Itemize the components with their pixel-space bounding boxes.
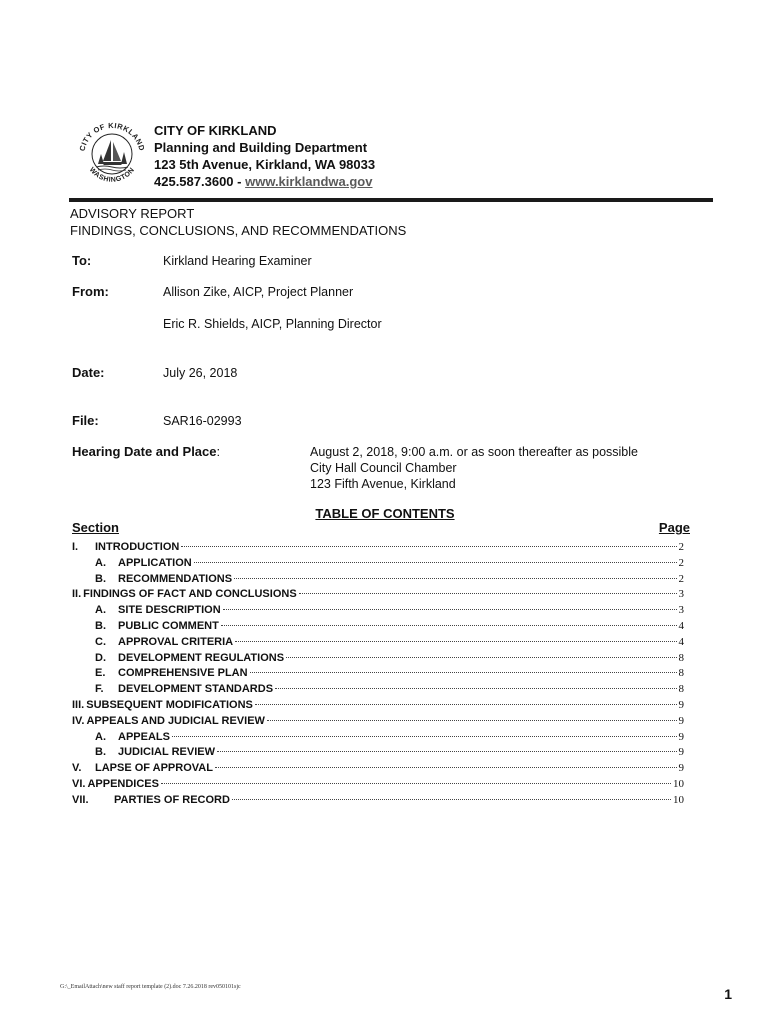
toc-leader-dots [234, 566, 676, 579]
toc-leader-dots [194, 550, 677, 563]
date-label: Date: [72, 365, 105, 380]
from-label: From: [72, 284, 109, 299]
toc-entry-number: I. [72, 541, 79, 553]
toc-entry-page: 2 [678, 541, 684, 553]
toc-entry-number: VI. [72, 778, 86, 790]
seal-top-text: CITY OF KIRKLAND [77, 120, 147, 153]
toc-entry-number: E. [95, 667, 106, 680]
hearing-datetime: August 2, 2018, 9:00 a.m. or as soon thereafter as possible [310, 445, 638, 459]
toc-entry-page: 4 [678, 620, 684, 632]
toc-entry-title: LAPSE OF APPROVAL [95, 762, 213, 775]
toc-entry-page: 9 [678, 730, 684, 743]
contact-line [154, 173, 372, 190]
to-value: Kirkland Hearing Examiner [163, 254, 312, 268]
toc-leader-dots [250, 660, 677, 673]
toc-entry-title: APPLICATION [118, 556, 192, 569]
toc-entry-title: PUBLIC COMMENT [118, 620, 219, 632]
toc-entry-title: PARTIES OF RECORD [114, 793, 230, 806]
toc-title: TABLE OF CONTENTS [315, 506, 455, 521]
toc-leader-dots [181, 534, 676, 547]
toc-entry[interactable] [72, 790, 684, 806]
toc-entry-title: APPROVAL CRITERIA [118, 635, 234, 648]
toc-leader-dots [286, 645, 676, 658]
toc-entry-number: VII. [72, 793, 89, 806]
hearing-colon: : [216, 444, 221, 459]
report-subtitle: FINDINGS, CONCLUSIONS, AND RECOMMENDATIONS [70, 223, 407, 238]
seal-bottom-text: WASHINGTON [87, 166, 137, 184]
toc-leader-dots [223, 597, 677, 610]
toc-page-header: Page [658, 520, 690, 535]
toc-entry-title: SITE DESCRIPTION [118, 604, 221, 617]
org-name: CITY OF KIRKLAND [154, 123, 277, 138]
toc-entry-title: DEVELOPMENT REGULATIONS [118, 651, 285, 664]
toc-entry-page: 9 [678, 714, 684, 727]
toc-entry-page: 3 [678, 588, 684, 601]
toc-entry-page: 9 [678, 746, 684, 759]
toc-entry-page: 4 [678, 635, 684, 648]
toc-entry-title: INTRODUCTION [95, 541, 180, 553]
toc-entry-number: B. [95, 620, 106, 632]
toc-entry-title: JUDICIAL REVIEW [118, 746, 215, 759]
toc-entry-page: 8 [678, 651, 684, 664]
toc-entry-title: COMPREHENSIVE PLAN [118, 667, 248, 680]
toc-leader-dots [217, 739, 677, 752]
hearing-location: City Hall Council Chamber [310, 461, 457, 475]
department-address: 123 5th Avenue, Kirkland, WA 98033 [154, 157, 376, 172]
website-link[interactable]: www.kirklandwa.gov [245, 174, 373, 189]
svg-text:WASHINGTON [88, 166, 136, 183]
toc-entry-title: FINDINGS OF FACT AND CONCLUSIONS [83, 588, 297, 601]
hearing-label-line [72, 444, 220, 459]
toc-entry-number: C. [95, 635, 106, 648]
svg-text:CITY OF KIRKLAND [77, 121, 146, 152]
toc-leader-dots [172, 724, 677, 737]
toc-entry-title: DEVELOPMENT STANDARDS [118, 683, 274, 696]
toc-section-header: Section [72, 520, 119, 535]
hearing-label: Hearing Date and Place [72, 444, 217, 459]
toc-entry-page: 2 [678, 572, 684, 585]
hearing-address: 123 Fifth Avenue, Kirkland [310, 477, 456, 491]
toc-entry-number: D. [95, 651, 106, 664]
phone-number: 425.587.3600 - [154, 174, 242, 189]
toc-leader-dots [235, 629, 676, 642]
toc-entry-title: APPEALS AND JUDICIAL REVIEW [86, 714, 265, 727]
toc-entry-number: A. [95, 604, 106, 617]
toc-entry-number: V. [72, 762, 82, 775]
footer-file-path: G:\_EmailAttach\new staff report template (2).doc 7.26.2018 rev050101sjc [60, 984, 241, 990]
toc-entry-number: F. [95, 683, 104, 696]
toc-entry-page: 9 [678, 762, 684, 775]
toc-entry-number: B. [95, 746, 106, 759]
toc-entry-page: 9 [678, 699, 684, 711]
from-value-director: Eric R. Shields, AICP, Planning Director [163, 317, 382, 331]
toc-entry-title: APPENDICES [87, 778, 159, 790]
toc-entry-page: 2 [678, 556, 684, 569]
toc-entry-number: III. [72, 699, 85, 711]
toc-leader-dots [232, 787, 671, 800]
toc-entry-number: IV. [72, 714, 85, 727]
file-value: SAR16-02993 [163, 414, 242, 428]
toc-leader-dots [215, 755, 677, 768]
toc-entry-page: 8 [678, 667, 684, 680]
toc-leader-dots [299, 581, 677, 594]
toc-entry-title: APPEALS [118, 730, 170, 743]
date-value: July 26, 2018 [163, 366, 238, 380]
toc-leader-dots [275, 676, 676, 689]
department-name: Planning and Building Department [154, 140, 368, 155]
report-title: ADVISORY REPORT [70, 206, 195, 221]
toc-leader-dots [255, 692, 677, 705]
file-label: File: [72, 413, 99, 428]
page-number: 1 [724, 986, 732, 1002]
from-value-planner: Allison Zike, AICP, Project Planner [163, 285, 354, 299]
city-seal-logo [74, 116, 150, 192]
toc-entry-number: B. [95, 572, 106, 585]
to-label: To: [72, 253, 92, 268]
toc-leader-dots [267, 708, 677, 721]
toc-entry-number: A. [95, 556, 106, 569]
toc-leader-dots [161, 771, 671, 784]
toc-entry-page: 8 [678, 683, 684, 696]
toc-entry-number: II. [72, 588, 82, 601]
toc-entry-page: 10 [673, 778, 684, 790]
toc-leader-dots [221, 613, 677, 626]
toc-entry-title: SUBSEQUENT MODIFICATIONS [86, 699, 253, 711]
toc-entry-page: 3 [678, 604, 684, 617]
toc-entry-number: A. [95, 730, 106, 743]
header-divider [69, 198, 713, 202]
toc-entry-page: 10 [673, 793, 684, 806]
toc-entry-title: RECOMMENDATIONS [118, 572, 233, 585]
